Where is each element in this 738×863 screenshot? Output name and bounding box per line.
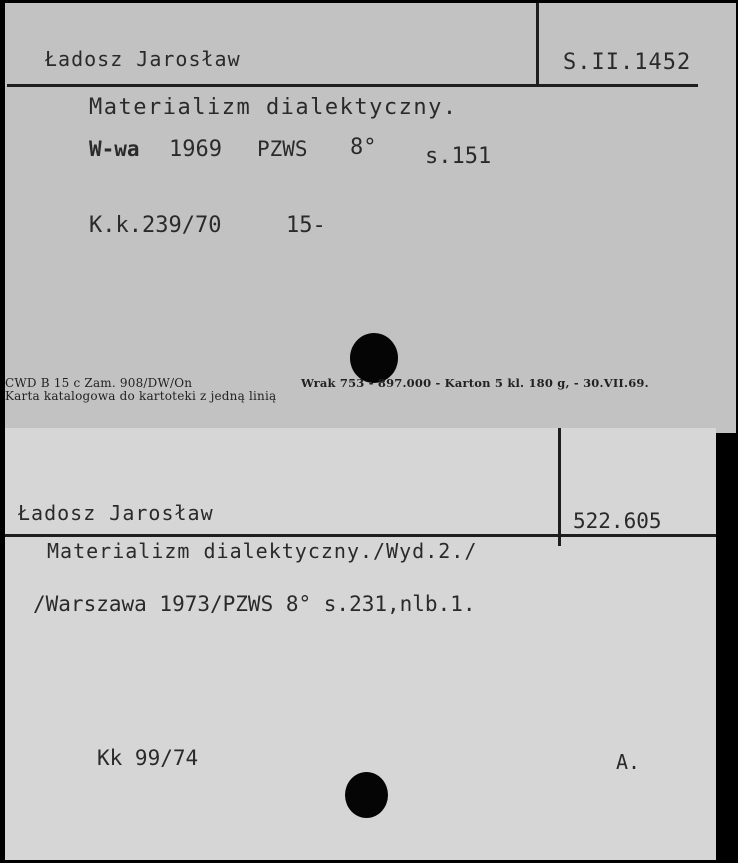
title-line: Materializm dialektyczny./Wyd.2./ xyxy=(47,539,478,563)
printer-imprint-left: CWD B 15 c Zam. 908/DW/On xyxy=(5,376,193,390)
author-heading: Ładosz Jarosław xyxy=(18,501,214,525)
imprint-line: /Warszawa 1973/PZWS 8° s.231,nlb.1. xyxy=(33,592,476,616)
author-heading: Ładosz Jarosław xyxy=(45,47,241,71)
heading-divider-vertical xyxy=(558,428,561,546)
card-type-note: Karta katalogowa do kartoteki z jedną linią xyxy=(5,389,277,403)
format: 8° xyxy=(350,135,377,160)
printer-imprint-right: Wrak 753 - 897.000 - Karton 5 kl. 180 g, - 30.VII.69. xyxy=(301,376,649,390)
accession-number: K.k.239/70 xyxy=(89,213,222,238)
call-number: 522.605 xyxy=(573,509,662,533)
accession-number: Kk 99/74 xyxy=(97,746,199,770)
catalog-card-bottom xyxy=(5,428,716,860)
copy-mark: A. xyxy=(616,750,641,774)
heading-divider-horizontal xyxy=(5,534,716,537)
punch-hole xyxy=(345,772,388,818)
publication-place: W-wa xyxy=(89,137,140,161)
heading-divider-vertical xyxy=(536,3,539,85)
price: 15- xyxy=(286,213,326,238)
publication-year: 1969 xyxy=(169,137,222,162)
title-line: Materializm dialektyczny. xyxy=(89,95,458,120)
catalog-card-top xyxy=(5,3,736,433)
heading-divider-horizontal xyxy=(7,84,698,87)
pages: s.151 xyxy=(425,144,492,169)
publisher: PZWS xyxy=(257,137,308,161)
call-number: S.II.1452 xyxy=(563,50,692,75)
